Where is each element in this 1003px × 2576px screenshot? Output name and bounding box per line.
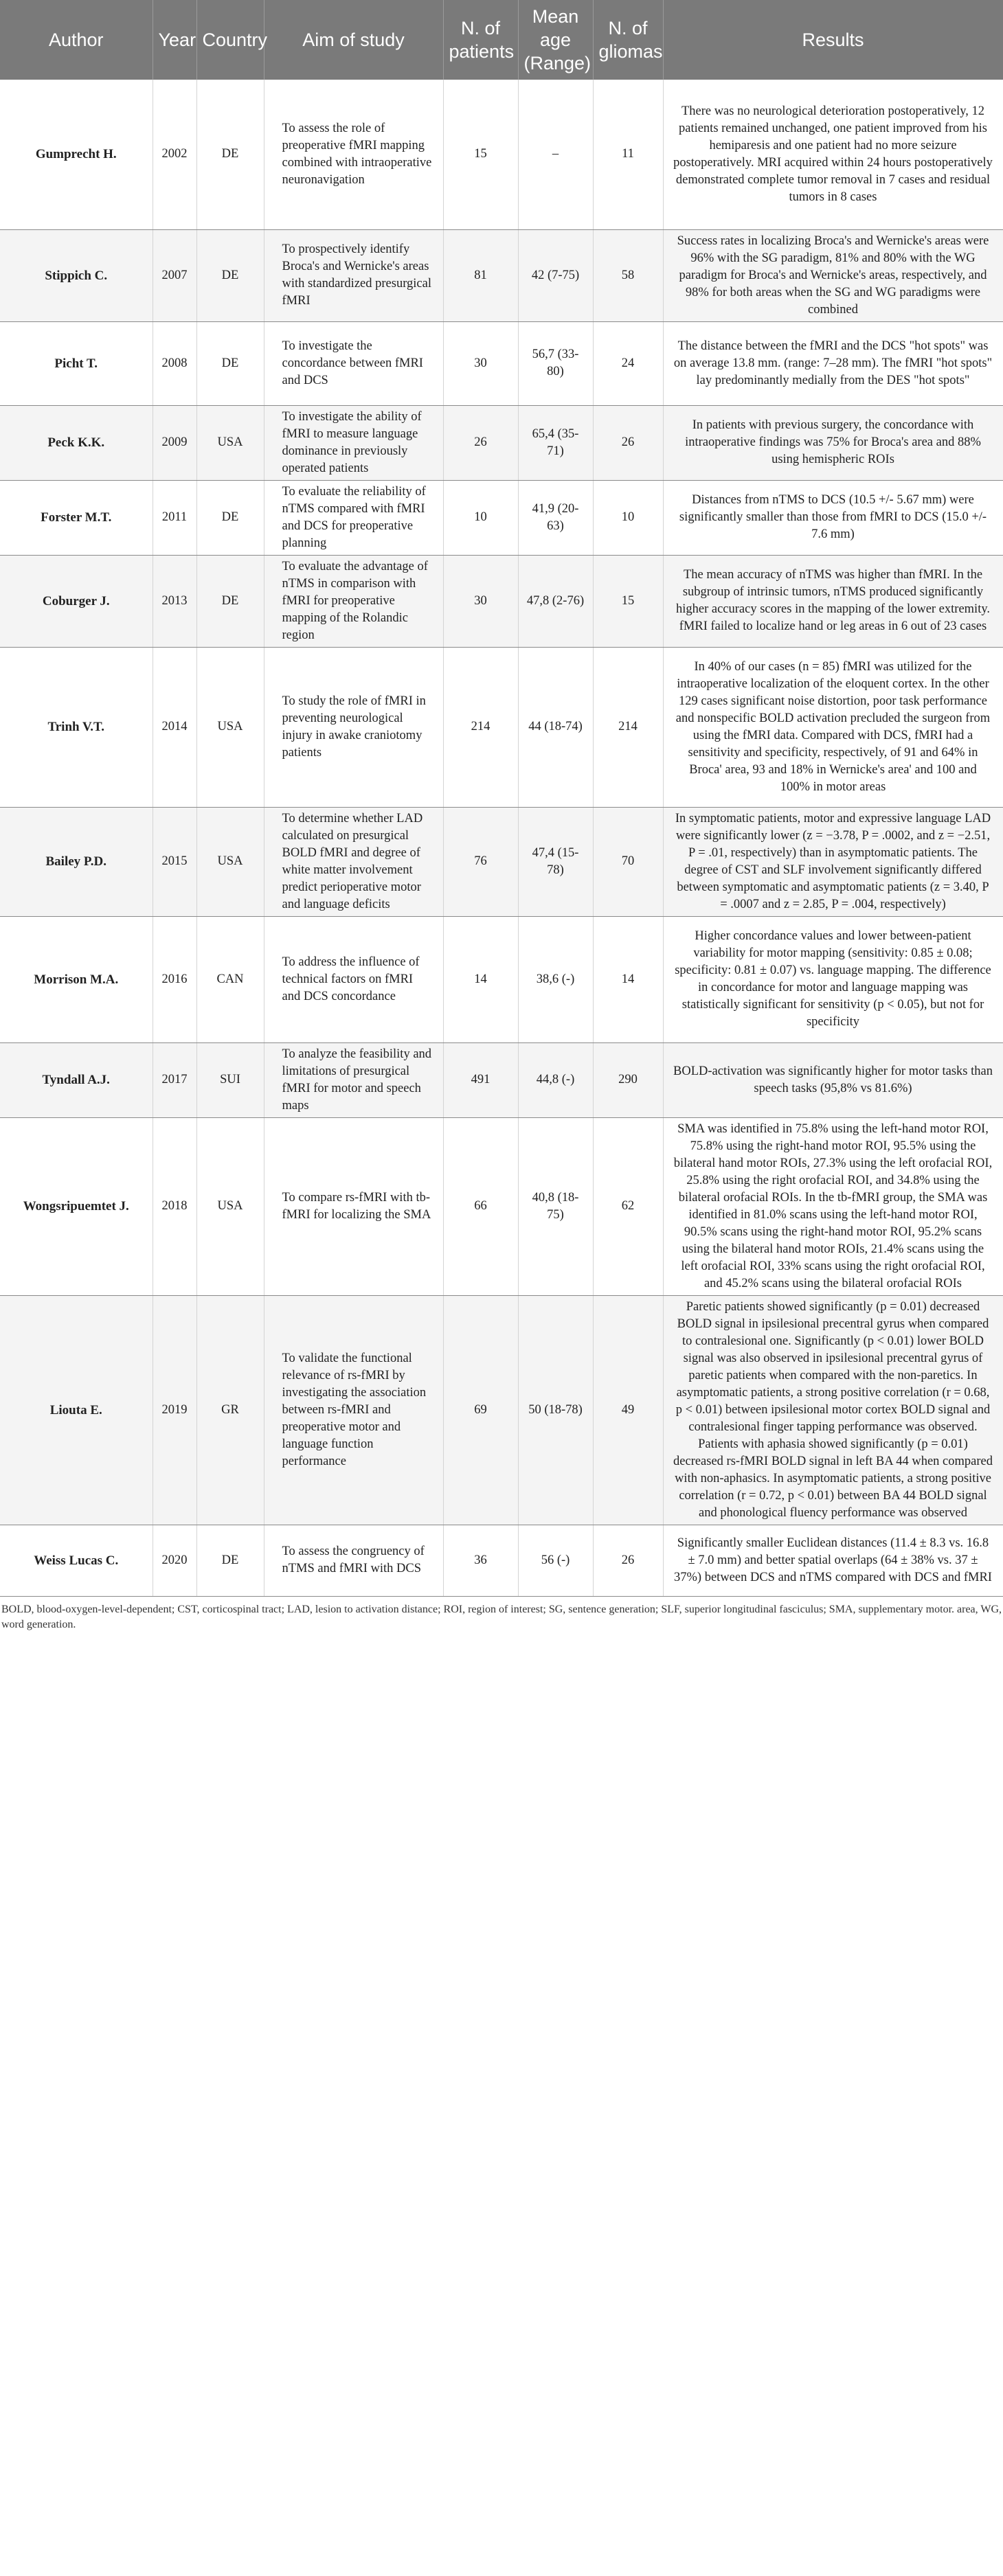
cell-year: 2017 <box>153 1042 196 1117</box>
cell-aim: To investigate the concordance between fMRI and DCS <box>264 321 443 405</box>
cell-author: Bailey P.D. <box>0 807 153 916</box>
cell-aim: To investigate the ability of fMRI to measure language dominance in previously operated patients <box>264 405 443 480</box>
cell-gliomas: 214 <box>593 647 663 807</box>
table-row <box>0 229 1003 321</box>
cell-patients: 214 <box>443 647 518 807</box>
table-body <box>0 80 1003 1596</box>
cell-year: 2020 <box>153 1525 196 1596</box>
cell-country: SUI <box>196 1042 264 1117</box>
cell-age: 65,4 (35-71) <box>518 405 593 480</box>
cell-country: CAN <box>196 916 264 1042</box>
cell-gliomas: 24 <box>593 321 663 405</box>
cell-results: Success rates in localizing Broca's and Wernicke's areas were 96% with the SG paradigm, 81% and 80% with the WG paradigm for Broca's and Wernicke's areas, respectively, and 98% for both areas when the SG and WG paradigms were combined <box>663 229 1003 321</box>
cell-patients: 36 <box>443 1525 518 1596</box>
cell-author: Peck K.K. <box>0 405 153 480</box>
cell-gliomas: 26 <box>593 405 663 480</box>
cell-author: Liouta E. <box>0 1295 153 1525</box>
cell-age: 47,4 (15-78) <box>518 807 593 916</box>
cell-aim: To address the influence of technical factors on fMRI and DCS concordance <box>264 916 443 1042</box>
cell-aim: To validate the functional relevance of rs-fMRI by investigating the association between rs-fMRI and preoperative motor and language function performance <box>264 1295 443 1525</box>
table-row <box>0 480 1003 555</box>
cell-author: Picht T. <box>0 321 153 405</box>
cell-results: There was no neurological deterioration postoperatively, 12 patients remained unchanged, one patient improved from his hemiparesis and one patient had no more seizure postoperatively. MRI acquired within 24 hours postoperatively demonstrated complete tumor removal in 7 cases and residual tumors in 8 cases <box>663 80 1003 229</box>
cell-aim: To compare rs-fMRI with tb-fMRI for localizing the SMA <box>264 1117 443 1295</box>
cell-aim: To evaluate the reliability of nTMS compared with fMRI and DCS for preoperative planning <box>264 480 443 555</box>
cell-results: In patients with previous surgery, the concordance with intraoperative findings was 75% for Broca's area and 88% using hemispheric ROIs <box>663 405 1003 480</box>
cell-year: 2007 <box>153 229 196 321</box>
cell-author: Stippich C. <box>0 229 153 321</box>
cell-age: 56,7 (33-80) <box>518 321 593 405</box>
cell-age: 56 (-) <box>518 1525 593 1596</box>
cell-patients: 76 <box>443 807 518 916</box>
cell-results: Paretic patients showed significantly (p = 0.01) decreased BOLD signal in ipsilesional precentral gyrus when compared to contralesional one. Significantly (p < 0.01) lower BOLD signal was also observed in ipsilesional precentral gyrus of paretic patients when compared with the non-paretics. In asymptomatic patients, a strong positive correlation (r = 0.68, p < 0.01) between ipsilesional motor cortex BOLD signal and contralesional finger tapping performance was observed. Patients with aphasia showed significantly (p = 0.01) decreased rs-fMRI BOLD signal in left BA 44 when compared with non-aphasics. In asymptomatic patients, a strong positive correlation (r = 0.72, p < 0.01) between BA 44 BOLD signal and phonological fluency performance was observed <box>663 1295 1003 1525</box>
cell-aim: To evaluate the advantage of nTMS in comparison with fMRI for preoperative mapping of the Rolandic region <box>264 555 443 647</box>
header-author: Author <box>0 0 153 80</box>
table-row <box>0 1525 1003 1596</box>
cell-age: 41,9 (20-63) <box>518 480 593 555</box>
cell-results: The distance between the fMRI and the DCS "hot spots" was on average 13.8 mm. (range: 7–28 mm). The fMRI "hot spots" lay predominantly medially from the DES "hot spots" <box>663 321 1003 405</box>
cell-age: 50 (18-78) <box>518 1295 593 1525</box>
cell-patients: 10 <box>443 480 518 555</box>
cell-country: DE <box>196 555 264 647</box>
cell-country: USA <box>196 647 264 807</box>
header-patients: N. of patients <box>443 0 518 80</box>
cell-author: Trinh V.T. <box>0 647 153 807</box>
cell-gliomas: 26 <box>593 1525 663 1596</box>
cell-author: Gumprecht H. <box>0 80 153 229</box>
cell-results: Significantly smaller Euclidean distances (11.4 ± 8.3 vs. 16.8 ± 7.0 mm) and better spatial overlaps (64 ± 38% vs. 37 ± 37%) between DCS and nTMS compared with DCS and fMRI <box>663 1525 1003 1596</box>
cell-gliomas: 62 <box>593 1117 663 1295</box>
cell-author: Weiss Lucas C. <box>0 1525 153 1596</box>
cell-country: DE <box>196 321 264 405</box>
cell-aim: To assess the congruency of nTMS and fMRI with DCS <box>264 1525 443 1596</box>
cell-results: Distances from nTMS to DCS (10.5 +/- 5.67 mm) were significantly smaller than those from fMRI to DCS (15.0 +/- 7.6 mm) <box>663 480 1003 555</box>
table-row <box>0 80 1003 229</box>
table-row <box>0 647 1003 807</box>
cell-year: 2011 <box>153 480 196 555</box>
header-age: Mean age (Range) <box>518 0 593 80</box>
cell-patients: 14 <box>443 916 518 1042</box>
table-row <box>0 1042 1003 1117</box>
cell-results: BOLD-activation was significantly higher for motor tasks than speech tasks (95,8% vs 81.6%) <box>663 1042 1003 1117</box>
cell-year: 2002 <box>153 80 196 229</box>
header-aim: Aim of study <box>264 0 443 80</box>
cell-patients: 491 <box>443 1042 518 1117</box>
cell-country: USA <box>196 405 264 480</box>
cell-aim: To assess the role of preoperative fMRI mapping combined with intraoperative neuronavigation <box>264 80 443 229</box>
cell-country: DE <box>196 480 264 555</box>
cell-age: 38,6 (-) <box>518 916 593 1042</box>
cell-results: In 40% of our cases (n = 85) fMRI was utilized for the intraoperative localization of the eloquent cortex. In the other 129 cases significant noise distortion, poor task performance and nonspecific BOLD activation precluded the surgeon from using the fMRI data. Compared with DCS, fMRI had a sensitivity and specificity, respectively, of 91 and 64% in Broca' area, 93 and 18% in Wernicke's area' and 100 and 100% in motor areas <box>663 647 1003 807</box>
cell-country: DE <box>196 1525 264 1596</box>
cell-year: 2015 <box>153 807 196 916</box>
cell-year: 2008 <box>153 321 196 405</box>
cell-country: USA <box>196 1117 264 1295</box>
table-row <box>0 807 1003 916</box>
cell-year: 2019 <box>153 1295 196 1525</box>
table-row <box>0 555 1003 647</box>
cell-patients: 81 <box>443 229 518 321</box>
header-gliomas: N. of gliomas <box>593 0 663 80</box>
table-row <box>0 916 1003 1042</box>
table-row <box>0 1117 1003 1295</box>
cell-patients: 66 <box>443 1117 518 1295</box>
header-year: Year <box>153 0 196 80</box>
cell-year: 2016 <box>153 916 196 1042</box>
cell-results: In symptomatic patients, motor and expressive language LAD were significantly lower (z = −3.78, P = .0002, and z = −2.51, P = .01, respectively) than in asymptomatic patients. The degree of CST and SLF involvement significantly differed between symptomatic and asymptomatic patients (z = 3.40, P = .0007 and z = 2.85, P = .004, respectively) <box>663 807 1003 916</box>
cell-gliomas: 58 <box>593 229 663 321</box>
cell-gliomas: 290 <box>593 1042 663 1117</box>
cell-results: Higher concordance values and lower between-patient variability for motor mapping (sensitivity: 0.85 ± 0.08; specificity: 0.81 ± 0.07) vs. language mapping. The difference in concordance for motor and language mapping was statistically significant for sensitivity (p < 0.05), but not for specificity <box>663 916 1003 1042</box>
cell-age: 47,8 (2-76) <box>518 555 593 647</box>
table-row <box>0 321 1003 405</box>
cell-patients: 15 <box>443 80 518 229</box>
cell-patients: 69 <box>443 1295 518 1525</box>
cell-results: The mean accuracy of nTMS was higher than fMRI. In the subgroup of intrinsic tumors, nTMS produced significantly higher accuracy scores in the mapping of the lower extremity. fMRI failed to localize hand or leg areas in 6 out of 23 cases <box>663 555 1003 647</box>
cell-year: 2018 <box>153 1117 196 1295</box>
cell-aim: To determine whether LAD calculated on presurgical BOLD fMRI and degree of white matter involvement predict perioperative motor and language deficits <box>264 807 443 916</box>
table-footnote: BOLD, blood-oxygen-level-dependent; CST, corticospinal tract; LAD, lesion to activation distance; ROI, region of interest; SG, sentence generation; SLF, superior longitudinal fasciculus; SMA, supplementary motor. area, WG, word generation. <box>1 1603 1002 1630</box>
cell-gliomas: 11 <box>593 80 663 229</box>
cell-country: DE <box>196 229 264 321</box>
cell-patients: 26 <box>443 405 518 480</box>
cell-age: 44,8 (-) <box>518 1042 593 1117</box>
table-row <box>0 1295 1003 1525</box>
cell-author: Morrison M.A. <box>0 916 153 1042</box>
cell-country: GR <box>196 1295 264 1525</box>
cell-year: 2013 <box>153 555 196 647</box>
cell-country: USA <box>196 807 264 916</box>
cell-author: Forster M.T. <box>0 480 153 555</box>
cell-gliomas: 70 <box>593 807 663 916</box>
header-country: Country <box>196 0 264 80</box>
cell-gliomas: 49 <box>593 1295 663 1525</box>
cell-gliomas: 15 <box>593 555 663 647</box>
cell-year: 2009 <box>153 405 196 480</box>
cell-age: 44 (18-74) <box>518 647 593 807</box>
cell-results: SMA was identified in 75.8% using the left-hand motor ROI, 75.8% using the right-hand motor ROI, 95.5% using the bilateral hand motor ROIs, 27.3% using the left orofacial ROI, 25.8% using the right orofacial ROI, and 34.8% using the bilateral orofacial ROIs. In the tb-fMRI group, the SMA was identified in 81.0% scans using the left-hand motor ROI, 90.5% scans using the right-hand motor ROI, 95.2% scans using the bilateral hand motor ROIs, 21.4% scans using the left orofacial ROI, 33% scans using the right orofacial ROI, and 45.2% scans using the bilateral orofacial ROIs <box>663 1117 1003 1295</box>
cell-year: 2014 <box>153 647 196 807</box>
cell-aim: To study the role of fMRI in preventing neurological injury in awake craniotomy patients <box>264 647 443 807</box>
cell-age: – <box>518 80 593 229</box>
table-header-row <box>0 0 1003 80</box>
cell-age: 42 (7-75) <box>518 229 593 321</box>
cell-aim: To prospectively identify Broca's and Wernicke's areas with standardized presurgical fMRI <box>264 229 443 321</box>
cell-author: Wongsripuemtet J. <box>0 1117 153 1295</box>
cell-author: Tyndall A.J. <box>0 1042 153 1117</box>
cell-gliomas: 14 <box>593 916 663 1042</box>
cell-patients: 30 <box>443 321 518 405</box>
cell-aim: To analyze the feasibility and limitations of presurgical fMRI for motor and speech maps <box>264 1042 443 1117</box>
cell-patients: 30 <box>443 555 518 647</box>
cell-age: 40,8 (18-75) <box>518 1117 593 1295</box>
cell-gliomas: 10 <box>593 480 663 555</box>
cell-country: DE <box>196 80 264 229</box>
header-results: Results <box>663 0 1003 80</box>
cell-author: Coburger J. <box>0 555 153 647</box>
table-row <box>0 405 1003 480</box>
